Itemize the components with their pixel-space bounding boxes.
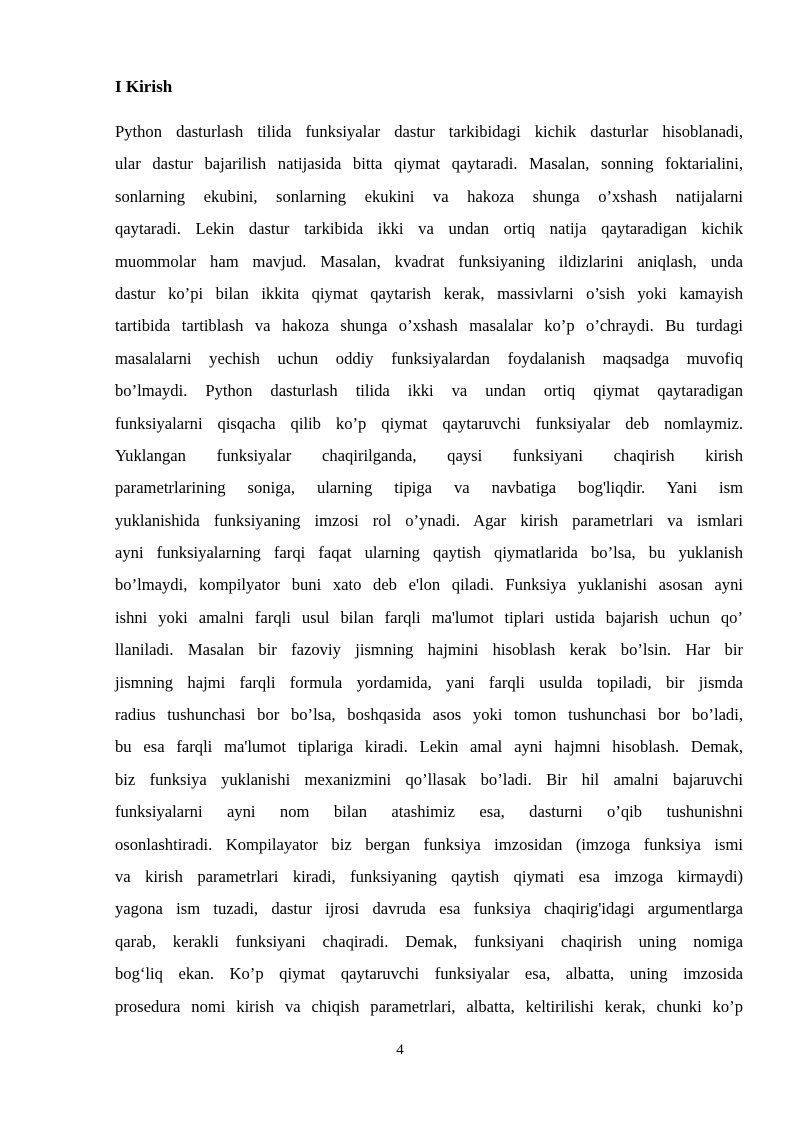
text-line: Python dasturlash tilida funksiyalar dastur tarkibidagi kichik dasturlar hisoblanadi, — [115, 122, 743, 141]
text-line: qaytaradi. Lekin dastur tarkibida ikki va undan ortiq natija qaytaradigan kichik — [115, 219, 743, 239]
text-line: radius tushunchasi bor bo’lsa, boshqasida asos yoki tomon tushunchasi bor bo’ladi, — [115, 705, 743, 725]
text-line: muommolar ham mavjud. Masalan, kvadrat funksiyaning ildizlarini aniqlash, unda — [115, 251, 743, 271]
text-line: ayni funksiyalarning farqi faqat ularning qaytish qiymatlarida bo’lsa, bu yuklanish — [115, 543, 743, 563]
body-paragraph — [115, 116, 743, 1023]
section-heading: I Kirish — [115, 77, 173, 96]
text-line: bu esa farqli ma'lumot tiplariga kiradi. Lekin amal ayni hajmni hisoblash. Demak, — [115, 737, 743, 757]
text-line: bog‘liq ekan. Ko’p qiymat qaytaruvchi funksiyalar esa, albatta, uning imzosida — [115, 964, 743, 984]
text-line: osonlashtiradi. Kompilayator biz bergan funksiya imzosidan (imzoga funksiya ismi — [115, 834, 743, 854]
text-line: qarab, kerakli funksiyani chaqiradi. Demak, funksiyani chaqirish uning nomiga — [115, 931, 743, 951]
text-line: sonlarning ekubini, sonlarning ekukini va hakoza shunga o’xshash natijalarni — [115, 186, 743, 206]
text-line: ular dastur bajarilish natijasida bitta qiymat qaytaradi. Masalan, sonning foktarialini, — [115, 154, 743, 174]
page-number: 4 — [396, 1042, 404, 1058]
text-line: dastur ko’pi bilan ikkita qiymat qaytarish kerak, massivlarni o’sish yoki kamayish — [115, 283, 743, 303]
text-line: funksiyalarni ayni nom bilan atashimiz esa, dasturni o’qib tushunishni — [115, 802, 743, 822]
text-line: llaniladi. Masalan bir fazoviy jismning hajmini hisoblash kerak bo’lsin. Har bir — [115, 640, 743, 660]
text-line: jismning hajmi farqli formula yordamida, yani farqli usulda topiladi, bir jismda — [115, 672, 743, 692]
text-line: bo’lmaydi, kompilyator buni xato deb e'lon qiladi. Funksiya yuklanishi asosan ayni — [115, 575, 743, 595]
text-line: yagona ism tuzadi, dastur ijrosi davruda esa funksiya chaqirig'idagi argumentlarga — [115, 899, 743, 919]
text-line: parametrlarining soniga, ularning tipiga va navbatiga bog'liqdir. Yani ism — [115, 478, 743, 498]
text-line: va kirish parametrlari kiradi, funksiyaning qaytish qiymati esa imzoga kirmaydi) — [115, 866, 743, 886]
text-line: ishni yoki amalni farqli usul bilan farqli ma'lumot tiplari ustida bajarish uchun qo’ — [115, 607, 743, 627]
text-line: biz funksiya yuklanishi mexanizmini qo’llasak bo’ladi. Bir hil amalni bajaruvchi — [115, 769, 743, 789]
text-line: tartibida tartiblash va hakoza shunga o’xshash masalalar ko’p o’chraydi. Bu turdagi — [115, 316, 743, 336]
text-line: masalalarni yechish uchun oddiy funksiyalardan foydalanish maqsadga muvofiq — [115, 348, 743, 368]
text-line: yuklanishida funksiyaning imzosi rol o’ynadi. Agar kirish parametrlari va ismlari — [115, 510, 743, 530]
text-line: bo’lmaydi. Python dasturlash tilida ikki va undan ortiq qiymat qaytaradigan — [115, 381, 743, 401]
text-line: Yuklangan funksiyalar chaqirilganda, qaysi funksiyani chaqirish kirish — [115, 445, 743, 465]
text-line: funksiyalarni qisqacha qilib ko’p qiymat qaytaruvchi funksiyalar deb nomlaymiz. — [115, 413, 743, 433]
text-line: prosedura nomi kirish va chiqish parametrlari, albatta, keltirilishi kerak, chunki ko’p — [115, 996, 743, 1016]
